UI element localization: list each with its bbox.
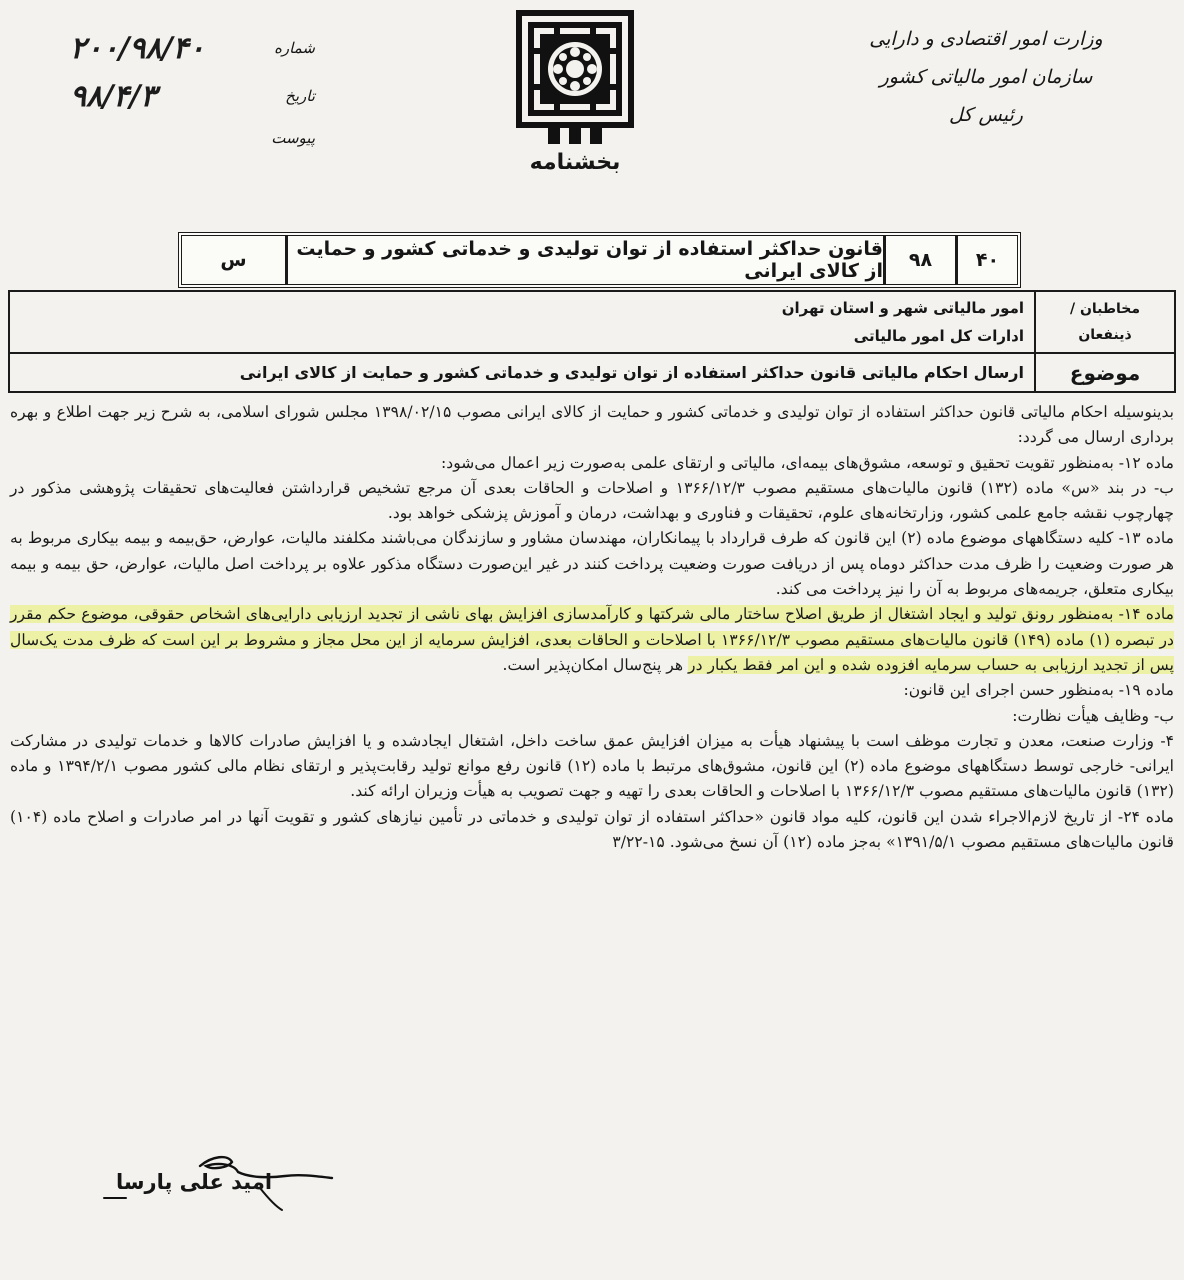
organization-name: سازمان امور مالیاتی کشور [879, 66, 1093, 88]
article-19-heading: ماده ۱۹- به‌منظور حسن اجرای این قانون: [903, 681, 1174, 700]
attachment-label: پیوست [271, 129, 315, 147]
article-19-clause-b: ب- وظایف هیأت نظارت: [1012, 706, 1174, 725]
recipients-row [10, 292, 1174, 354]
document-meta [70, 20, 315, 150]
date-value: ۹۸/۴/۳ [70, 78, 157, 114]
law-title: قانون حداکثر استفاده از توان تولیدی و خدماتی کشور و حمایت از کالای ایرانی [285, 236, 883, 284]
recipients-label-line2: ذینفعان [1078, 327, 1132, 343]
circular-category: س [220, 249, 247, 271]
subject-bar [178, 232, 1021, 288]
date-label: تاریخ [285, 87, 315, 105]
number-value: ۲۰۰/۹۸/۴۰ [70, 30, 205, 66]
recipients-table [8, 290, 1176, 393]
number-label: شماره [274, 39, 315, 57]
circular-year: ۹۸ [883, 236, 955, 284]
circular-body [10, 400, 1174, 855]
tax-organization-emblem-icon [516, 10, 634, 144]
article-24 [10, 805, 1174, 856]
recipient-general-offices: ادارات کل امور مالیاتی [853, 327, 1024, 345]
subject-text: ارسال احکام مالیاتی قانون حداکثر استفاده از توان تولیدی و خدماتی کشور و حمایت از کالای ایرانی [239, 362, 1024, 382]
signatory-name: امید علی پارسا [115, 1170, 273, 1194]
head-title: رئیس کل [949, 104, 1023, 126]
subject-label: موضوع [1034, 354, 1174, 391]
recipients-label-line1: مخاطبان / [1069, 301, 1141, 317]
subject-row [10, 354, 1174, 391]
circular-title: بخشنامه [529, 150, 621, 175]
ministry-name: وزارت امور اقتصادی و دارایی [869, 28, 1103, 50]
circular-number: ۴۰ [955, 236, 1017, 284]
article-24-reference: ۱۵-۳/۲۲ [612, 833, 665, 852]
recipients-list [10, 292, 1034, 352]
article-14-highlighted: ماده ۱۴- به‌منظور رونق تولید و ایجاد اشتغال از طریق اصلاح ساختار مالی شرکتها و کارآمدسازی افزایش بهای ناشی از تجدید ارزیابی دارایی‌های اشخاص حقوقی، موضوع حکم مقرر در تبصره (۱) ماده (۱۴۹) قانون مالیات‌های مستقیم مصوب ۱۳۶۶/۱۲/۳ با اصلاحات و الحاقات بعدی، افزایش سرمایه از این محل مجاز و مشروط بر این است که ظرف مدت یک‌سال پس از تجدید ارزیابی به حساب سرمایه افزوده شده و این امر فقط یکبار در [10, 605, 1174, 674]
number-row [70, 30, 315, 66]
attachment-row [70, 120, 315, 156]
date-row [70, 78, 315, 114]
signature-block [100, 1148, 340, 1218]
article-14 [10, 602, 1174, 678]
ministry-header [836, 20, 1136, 134]
article-24-text: ماده ۲۴- از تاریخ لازم‌الاجراء شدن این قانون، کلیه مواد قانون «حداکثر استفاده از توان تولیدی و خدماتی در تأمین نیازهای کشور و تقویت آنها در امر صادرات و اصلاح ماده (۱۰۴) قانون مالیات‌های مستقیم مصوب ۱۳۹۱/۵/۱» به‌جز ماده (۱۲) آن نسخ می‌شود. [10, 807, 1175, 852]
article-19-item-4: ۴- وزارت صنعت، معدن و تجارت موظف است با پیشنهاد هیأت به میزان افزایش عمق ساخت داخل، اشتغال ایجادشده و یا افزایش صادرات کالاها و خدمات تولیدی در مشارکت ایرانی- خارجی توسط دستگاههای موضوع ماده (۲) این قانون، مشوق‌های مرتبط با ماده (۱۲) قانون رفع موانع تولید رقابت‌پذیر و ارتقای نظام مالی کشور مصوب ۱۳۹۴/۲/۱ و ماده (۱۳۲) قانون مالیات‌های مستقیم مصوب ۱۳۶۶/۱۲/۳ با اصلاحات و الحاقات بعدی را تهیه و جهت تصویب به هیأت وزیران ارائه کند. [10, 731, 1174, 801]
recipient-tehran: امور مالیاتی شهر و استان تهران [781, 299, 1024, 317]
article-13: ماده ۱۳- کلیه دستگاههای موضوع ماده (۲) این قانون که طرف قرارداد با پیمانکاران، مهندسان مشاور و سازندگان می‌باشند مکلفند مالیات، عوارض، حق‌بیمه و بیمه بیکاری مربوط به هر صورت وضعیت را ظرف مدت حداکثر دوماه پس از دریافت صورت وضعیت پرداخت کنند در غیر این‌صورت دستگاه مذکور علاوه بر پرداخت اصل مالیات، عوارض، حق بیمه و بیمه بیکاری متعلق، جریمه‌های مربوط به آن را نیز پرداخت می کند. [10, 529, 1174, 599]
recipients-label [1034, 292, 1174, 352]
intro-paragraph: بدینوسیله احکام مالیاتی قانون حداکثر استفاده از توان تولیدی و خدماتی کشور و حمایت از کالای ایرانی مصوب ۱۳۹۸/۰۲/۱۵ مجلس شورای اسلامی، به شرح زیر جهت اطلاع و بهره برداری ارسال می گردد: [10, 403, 1174, 447]
article-12-heading: ماده ۱۲- به‌منظور تقویت تحقیق و توسعه، مشوق‌های بیمه‌ای، مالیاتی و ارتقای علمی به‌صورت زیر اعمال می‌شود: [441, 453, 1174, 472]
article-14-end: هر پنج‌سال امکان‌پذیر است. [502, 655, 684, 674]
article-12-clause-b: ب- در بند «س» ماده (۱۳۲) قانون مالیات‌های مستقیم مصوب ۱۳۶۶/۱۲/۳ و اصلاحات و الحاقات بعدی آن مرجع تشخیص قرارداشتن فعالیت‌های تحقیقات پژوهشی مذکور در چهارچوب نقشه جامع علمی کشور، وزارتخانه‌های علوم، تحقیقات و فناوری و بهداشت، درمان و آموزش پزشکی خواهد بود. [10, 478, 1174, 523]
